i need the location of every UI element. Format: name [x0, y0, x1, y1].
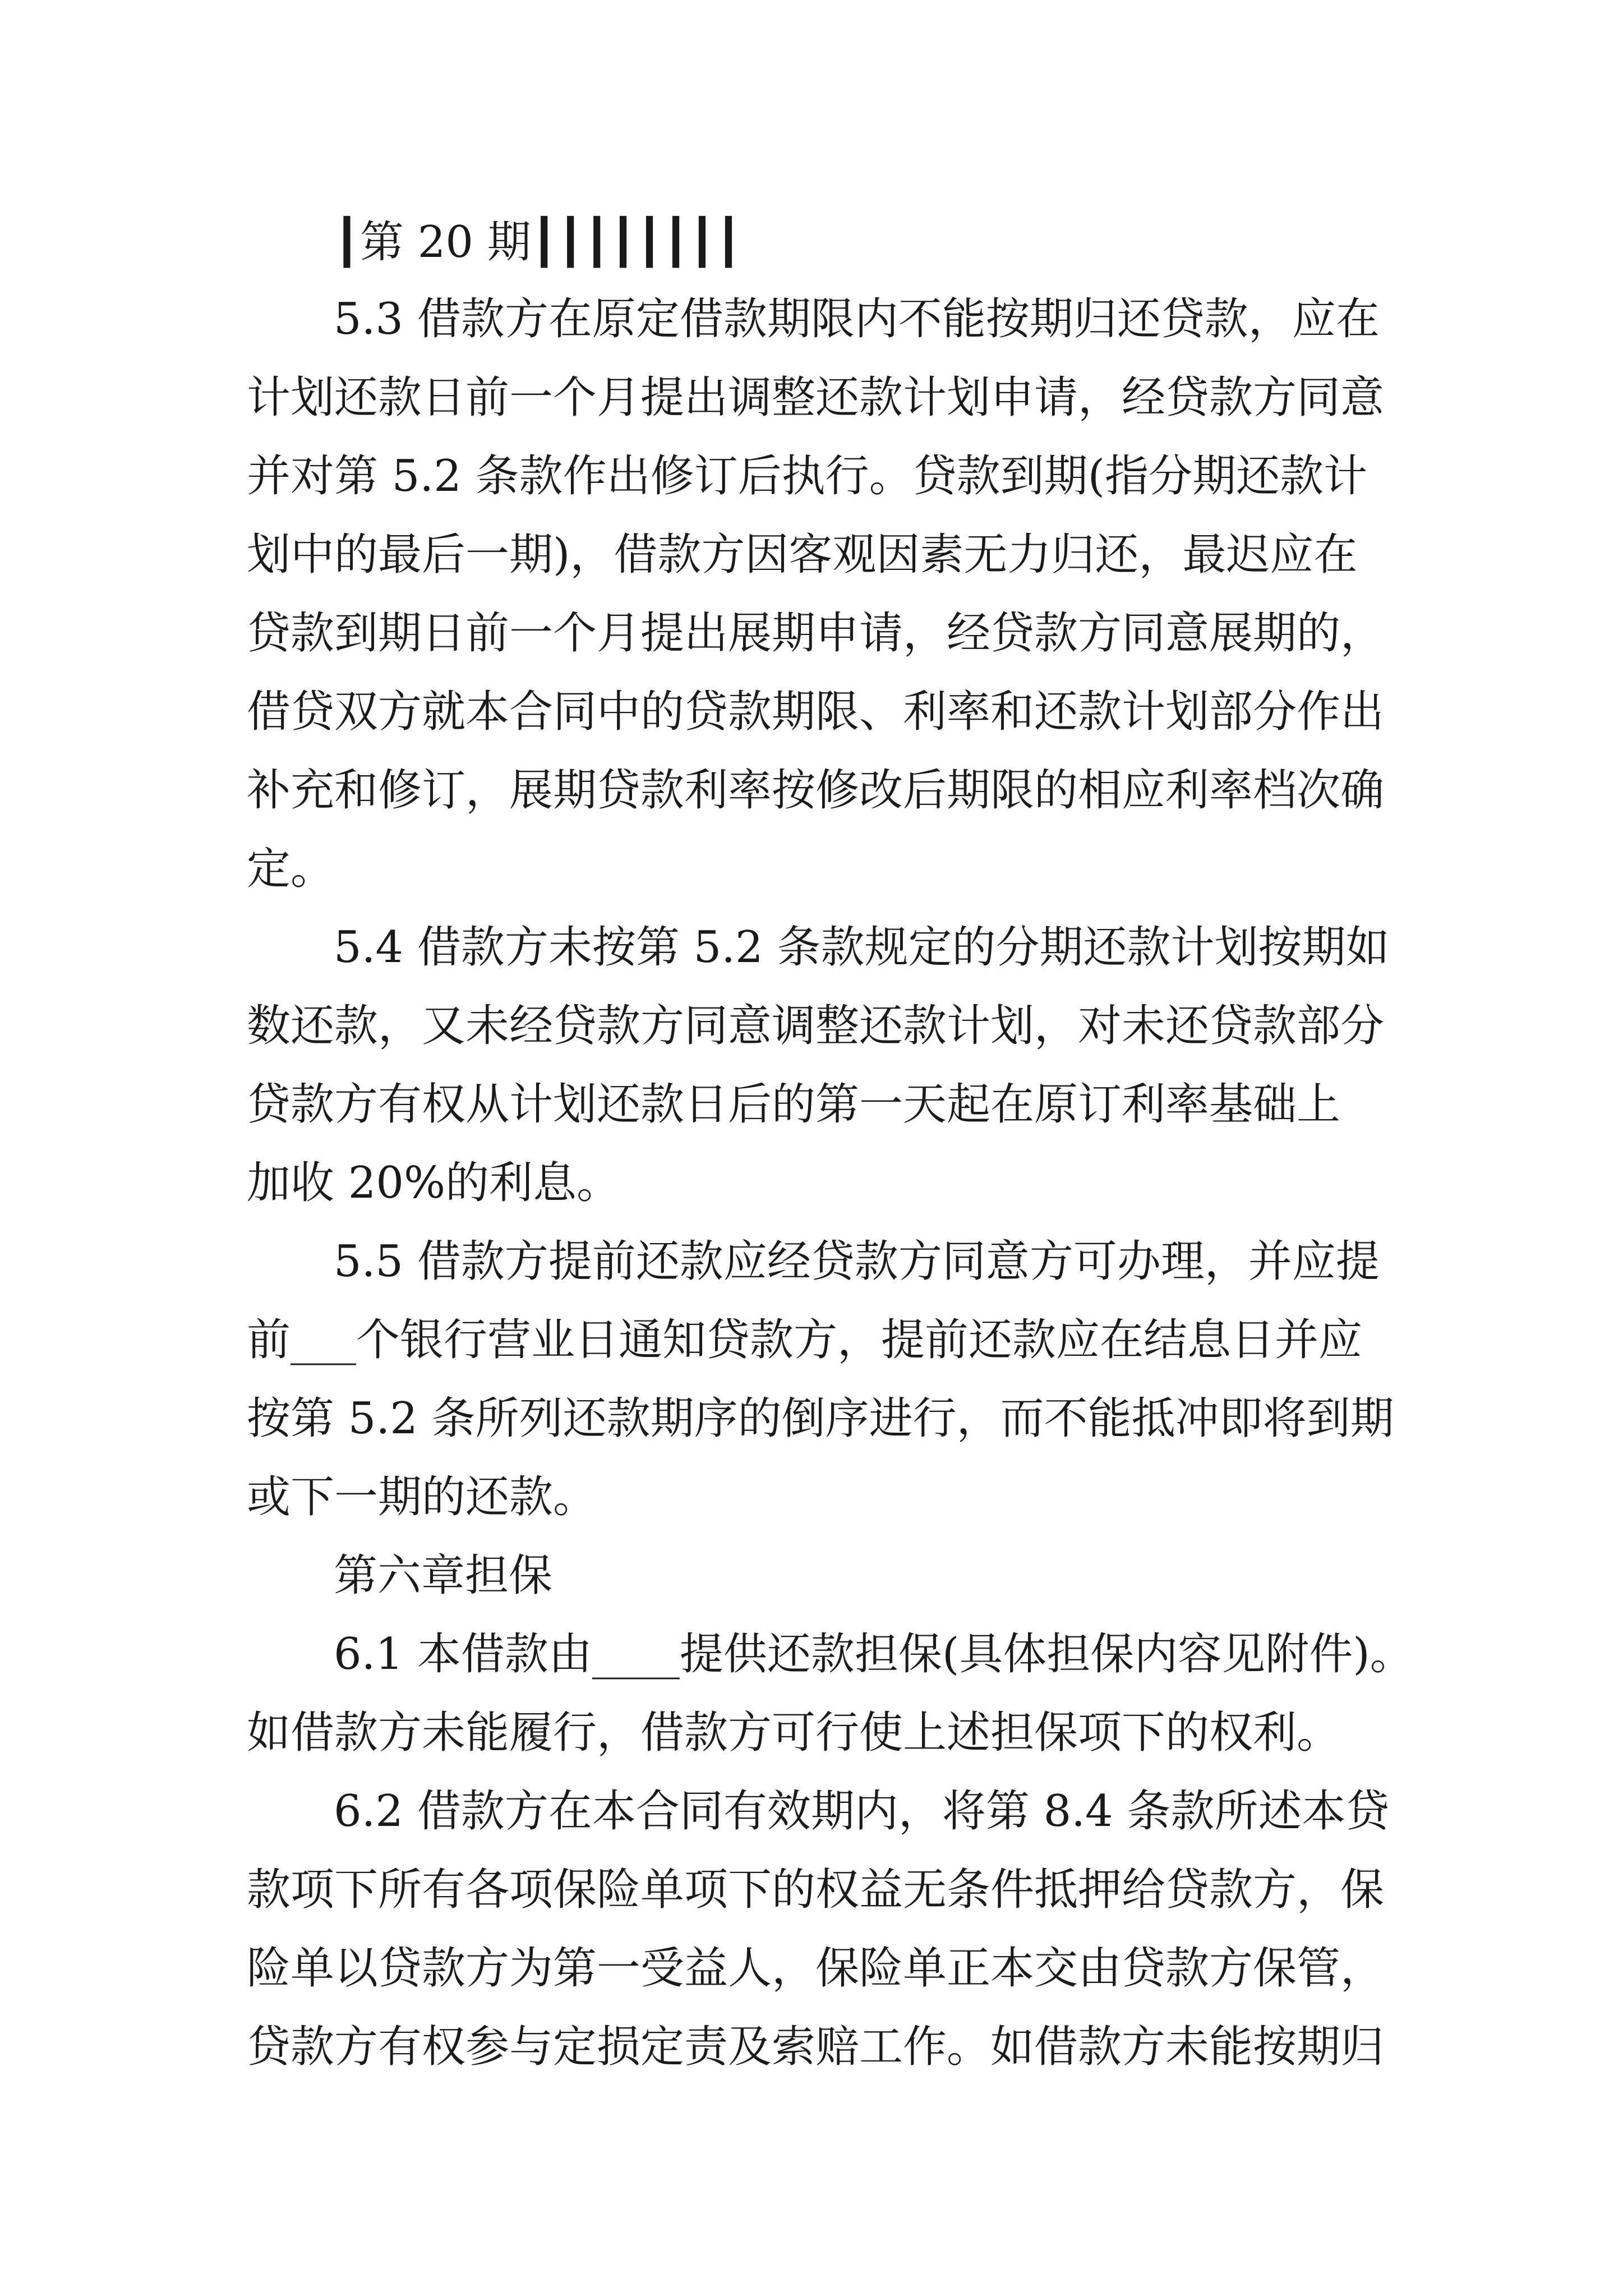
clause-5-5-line-1: 5.5 借款方提前还款应经贷款方同意方可办理，并应提	[334, 1236, 1380, 1287]
clause-5-3-line-8: 定。	[247, 844, 335, 894]
clause-5-4-line-4: 加收 20%的利息。	[247, 1158, 621, 1208]
clause-5-5-line-2: 前___个银行营业日通知贷款方，提前还款应在结息日并应	[247, 1315, 1363, 1365]
clause-5-4-line-1: 5.4 借款方未按第 5.2 条款规定的分期还款计划按期如	[334, 922, 1390, 973]
clause-6-2-line-3: 险单以贷款方为第一受益人，保险单正本交由贷款方保管，	[247, 1943, 1385, 1994]
clause-5-3-line-7: 补充和修订，展期贷款利率按修改后期限的相应利率档次确	[247, 765, 1385, 816]
clause-5-3-line-2: 计划还款日前一个月提出调整还款计划申请，经贷款方同意	[247, 372, 1385, 423]
chapter-6-heading: 第六章担保	[334, 1550, 553, 1601]
clause-5-3-line-4: 划中的最后一期)，借款方因客观因素无力归还，最迟应在	[247, 530, 1358, 580]
clause-6-2-line-2: 款项下所有各项保险单项下的权益无条件抵押给贷款方，保	[247, 1865, 1385, 1915]
clause-5-3-line-3: 并对第 5.2 条款作出修订后执行。贷款到期(指分期还款计	[247, 451, 1368, 501]
clause-5-4-line-2: 数还款，又未经贷款方同意调整还款计划，对未还贷款部分	[247, 1001, 1385, 1051]
clause-6-2-line-4: 贷款方有权参与定损定责及索赔工作。如借款方未能按期归	[247, 2022, 1385, 2072]
table-row-period-20: ┃第 20 期┃┃┃┃┃┃┃┃	[334, 217, 742, 268]
clause-5-3-line-5: 贷款到期日前一个月提出展期申请，经贷款方同意展期的，	[247, 608, 1385, 659]
clause-5-5-line-3: 按第 5.2 条所列还款期序的倒序进行，而不能抵冲即将到期	[247, 1393, 1394, 1444]
clause-6-1-line-2: 如借款方未能履行，借款方可行使上述担保项下的权利。	[247, 1708, 1341, 1758]
clause-5-4-line-3: 贷款方有权从计划还款日后的第一天起在原订利率基础上	[247, 1079, 1341, 1130]
clause-5-5-line-4: 或下一期的还款。	[247, 1472, 597, 1522]
clause-6-1-line-1: 6.1 本借款由____提供还款担保(具体担保内容见附件)。	[334, 1629, 1414, 1680]
clause-5-3-line-1: 5.3 借款方在原定借款期限内不能按期归还贷款，应在	[334, 294, 1380, 344]
clause-5-3-line-6: 借贷双方就本合同中的贷款期限、利率和还款计划部分作出	[247, 687, 1385, 737]
clause-6-2-line-1: 6.2 借款方在本合同有效期内，将第 8.4 条款所述本贷	[334, 1786, 1390, 1837]
